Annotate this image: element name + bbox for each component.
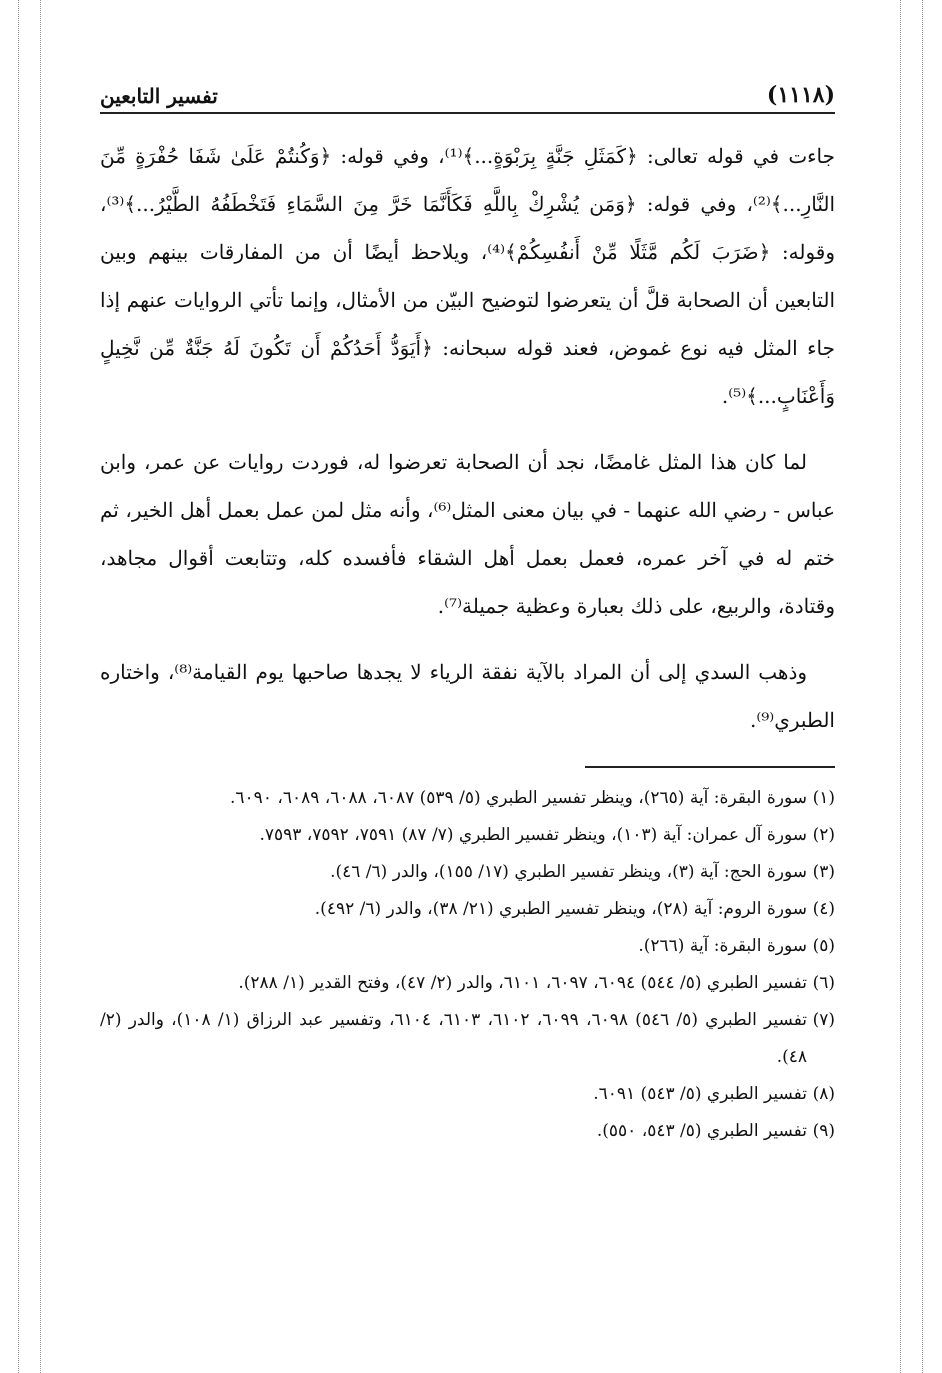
paragraph: لما كان هذا المثل غامضًا، نجد أن الصحابة تعرضوا له، فوردت روايات عن عمر، وابن عباس - رضي الله عنهما - في بيان معنى المثل⁽⁶⁾، وأنه مثل لمن عمل بعمل أهل الخير، ثم ختم له في آخر عمره، فعمل بعمل أهل الشقاء فأفسده كله، وتتابعت أقوال مجاهد، وقتادة، والربيع، على ذلك بعبارة وعظية جميلة⁽⁷⁾. (100, 450, 835, 618)
running-header (100, 60, 835, 114)
page-number: (١١١٨) (766, 82, 835, 108)
footnote (100, 891, 835, 928)
footnote-text: سورة آل عمران: آية (١٠٣)، وينظر تفسير الطبري (٧/ ٨٧) ٧٥٩١، ٧٥٩٢، ٧٥٩٣. (259, 825, 807, 845)
footnote-text: تفسير الطبري (٥/ ٥٤٦) ٦٠٩٨، ٦٠٩٩، ٦١٠٢، ٦١٠٣، ٦١٠٤، وتفسير عبد الرزاق (١/ ١٠٨)، والدر (٢/ ٤٨). (100, 1010, 808, 1067)
scan-edge-left-2 (40, 0, 41, 1373)
footnote-text: سورة البقرة: آية (٢٦٦). (638, 936, 807, 956)
footnote-text: تفسير الطبري (٥/ ٥٤٣، ٥٥٠). (596, 1121, 807, 1141)
footnote (100, 817, 835, 854)
footnote-number: (٣) (812, 862, 835, 882)
scan-edge-right (900, 0, 901, 1373)
footnote (100, 1002, 835, 1076)
paragraph: وذهب السدي إلى أن المراد بالآية نفقة الرياء لا يجدها صاحبها يوم القيامة⁽⁸⁾، واختاره الطبري⁽⁹⁾. (100, 660, 835, 732)
footnote-separator (585, 766, 835, 768)
book-page (100, 60, 835, 1150)
footnote-number: (٢) (812, 825, 835, 845)
footnote-text: سورة الحج: آية (٣)، وينظر تفسير الطبري (١٧/ ١٥٥)، والدر (٦/ ٤٦). (330, 862, 807, 882)
footnote-number: (١) (812, 788, 835, 808)
footnote (100, 1076, 835, 1113)
paragraph: جاءت في قوله تعالى: ﴿كَمَثَلِ جَنَّةٍ بِرَبْوَةٍ...﴾⁽¹⁾، وفي قوله: ﴿وَكُنتُمْ عَلَىٰ شَفَا حُفْرَةٍ مِّنَ النَّارِ...﴾⁽²⁾، وفي قوله: ﴿وَمَن يُشْرِكْ بِاللَّهِ فَكَأَنَّمَا خَرَّ مِنَ السَّمَاءِ فَتَخْطَفُهُ الطَّيْرُ...﴾⁽³⁾، وقوله: ﴿ضَرَبَ لَكُم مَّثَلًا مِّنْ أَنفُسِكُمْ﴾⁽⁴⁾، ويلاحظ أيضًا أن من المفارقات بينهم وبين التابعين أن الصحابة قلَّ أن يتعرضوا لتوضيح البيّن من الأمثال، وإنما تأتي الروايات عنهم إذا جاء المثل فيه نوع غموض، فعند قوله سبحانه: ﴿أَيَوَدُّ أَحَدُكُمْ أَن تَكُونَ لَهُ جَنَّةٌ مِّن نَّخِيلٍ وَأَعْنَابٍ...﴾⁽⁵⁾. (100, 144, 836, 408)
footnote-number: (٥) (812, 936, 835, 956)
footnote-number: (٩) (812, 1121, 835, 1141)
footnote (100, 780, 835, 817)
footnote (100, 1113, 835, 1150)
footnote-number: (٨) (812, 1084, 835, 1104)
scan-edge-left (18, 0, 19, 1373)
footnote-text: تفسير الطبري (٥/ ٥٤٣) ٦٠٩١. (593, 1084, 807, 1104)
main-text (100, 132, 835, 744)
footnote-text: تفسير الطبري (٥/ ٥٤٤) ٦٠٩٤، ٦٠٩٧، ٦١٠١، والدر (٢/ ٤٧)، وفتح القدير (١/ ٢٨٨). (238, 973, 807, 993)
footnote-text: سورة الروم: آية (٢٨)، وينظر تفسير الطبري (٢١/ ٣٨)، والدر (٦/ ٤٩٢). (314, 899, 807, 919)
footnote (100, 854, 835, 891)
footnote-number: (٦) (812, 973, 835, 993)
scan-edge-right-2 (922, 0, 923, 1373)
footnotes (100, 780, 835, 1150)
footnote (100, 965, 835, 1002)
footnote-number: (٧) (812, 1010, 835, 1030)
footnote-text: سورة البقرة: آية (٢٦٥)، وينظر تفسير الطبري (٥/ ٥٣٩) ٦٠٨٧، ٦٠٨٨، ٦٠٨٩، ٦٠٩٠. (230, 788, 807, 808)
book-title: تفسير التابعين (100, 84, 218, 108)
footnote-number: (٤) (812, 899, 835, 919)
footnote (100, 928, 835, 965)
